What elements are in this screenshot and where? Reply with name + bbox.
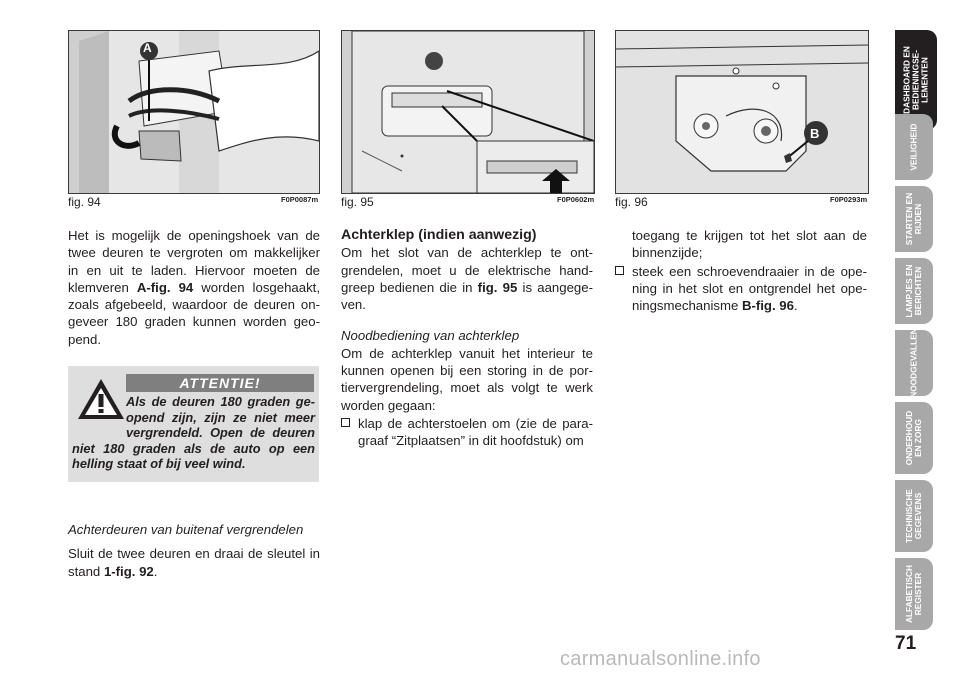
figure-94-illustration bbox=[69, 31, 319, 193]
column-2-text bbox=[341, 227, 593, 450]
watermark: carmanualsonline.info bbox=[560, 648, 761, 670]
bullet-item-1: klap de achterstoelen om (zie de para- graaf “Zitplaatsen” in dit hoofdstuk) om bbox=[341, 415, 593, 450]
tab-veiligheid[interactable]: VEILIGHEID bbox=[895, 114, 933, 180]
figure-96 bbox=[615, 30, 869, 194]
column-3-continuation: toegang te krijgen tot het slot aan de binnenzijde; bbox=[632, 228, 867, 261]
tab-lampjes-en-berichten[interactable]: LAMPJES EN BERICHTEN bbox=[895, 258, 933, 324]
column-1-paragraph-2: Sluit de twee deuren en draai de sleutel in stand 1-fig. 92. bbox=[68, 546, 320, 579]
checkbox-bullet-icon bbox=[341, 418, 350, 427]
figure-94-marker: A bbox=[143, 41, 152, 55]
figure-95 bbox=[341, 30, 595, 194]
column-2-paragraph-2: Om de achterklep vanuit het interieur te kunnen openen bij een storing in de por- tiervergrendeling, moet als volgt te werk worden gegaan: bbox=[341, 345, 593, 413]
figure-96-marker: B bbox=[810, 126, 820, 141]
figure-94 bbox=[68, 30, 320, 194]
column-2-subhead: Noodbediening van achterklep bbox=[341, 328, 520, 344]
column-1-text bbox=[68, 227, 320, 348]
tab-noodgevallen[interactable]: NOODGEVALLEN bbox=[895, 330, 933, 396]
figure-95-illustration bbox=[342, 31, 594, 193]
tab-starten-en-rijden[interactable]: STARTEN EN RIJDEN bbox=[895, 186, 933, 252]
column-1-paragraph-1: Het is mogelijk de openingshoek van de twee deuren te vergroten om makkelijker in en uit te laden. Hiervoor moeten de klemveren A-fig. 94 worden losgehaakt, zoals afgebeeld, waardoor de deuren on- geveer 180 graden kunnen worden geo- pend. bbox=[68, 228, 320, 347]
column-1-subhead: Achterdeuren van buitenaf vergrendelen bbox=[68, 522, 304, 537]
tab-dashboard[interactable]: DASHBOARD EN BEDIENINGSE- LEMENTEN bbox=[895, 30, 937, 130]
tab-alfabetisch-register[interactable]: ALFABETISCH REGISTER bbox=[895, 558, 933, 630]
figure-96-label: fig. 96 bbox=[615, 195, 648, 209]
checkbox-bullet-icon bbox=[615, 266, 624, 275]
figure-94-code: F0P0087m bbox=[281, 195, 319, 204]
warning-text: Als de deuren 180 graden ge- opend zijn, zijn ze niet meer vergrendeld. Open de deuren niet 180 graden als de auto op een helling staat of bij veel wind. bbox=[72, 394, 315, 472]
figure-94-label: fig. 94 bbox=[68, 195, 101, 209]
figure-96-code: F0P0293m bbox=[830, 195, 868, 204]
figure-96-illustration bbox=[616, 31, 868, 193]
figure-95-label: fig. 95 bbox=[341, 195, 374, 209]
warning-title: ATTENTIE! bbox=[126, 374, 314, 392]
page-number: 71 bbox=[895, 633, 917, 654]
tab-onderhoud-en-zorg[interactable]: ONDERHOUD EN ZORG bbox=[895, 402, 933, 474]
tab-technische-gegevens[interactable]: TECHNISCHE GEGEVENS bbox=[895, 480, 933, 552]
section-heading: Achterklep (indien aanwezig) bbox=[341, 227, 537, 243]
column-3-text bbox=[615, 227, 867, 314]
bullet-item-2: steek een schroevendraaier in de ope- ning in het slot en ontgrendel het ope- ningsmechanisme B-fig. 96. bbox=[615, 263, 867, 315]
column-2-paragraph-1: Om het slot van de achterklep te ont- grendelen, moet u de elektrische hand- greep bedienen die in fig. 95 is aangege- ven. bbox=[341, 245, 593, 313]
figure-95-code: F0P0602m bbox=[557, 195, 595, 204]
column-1-lower bbox=[68, 521, 320, 580]
